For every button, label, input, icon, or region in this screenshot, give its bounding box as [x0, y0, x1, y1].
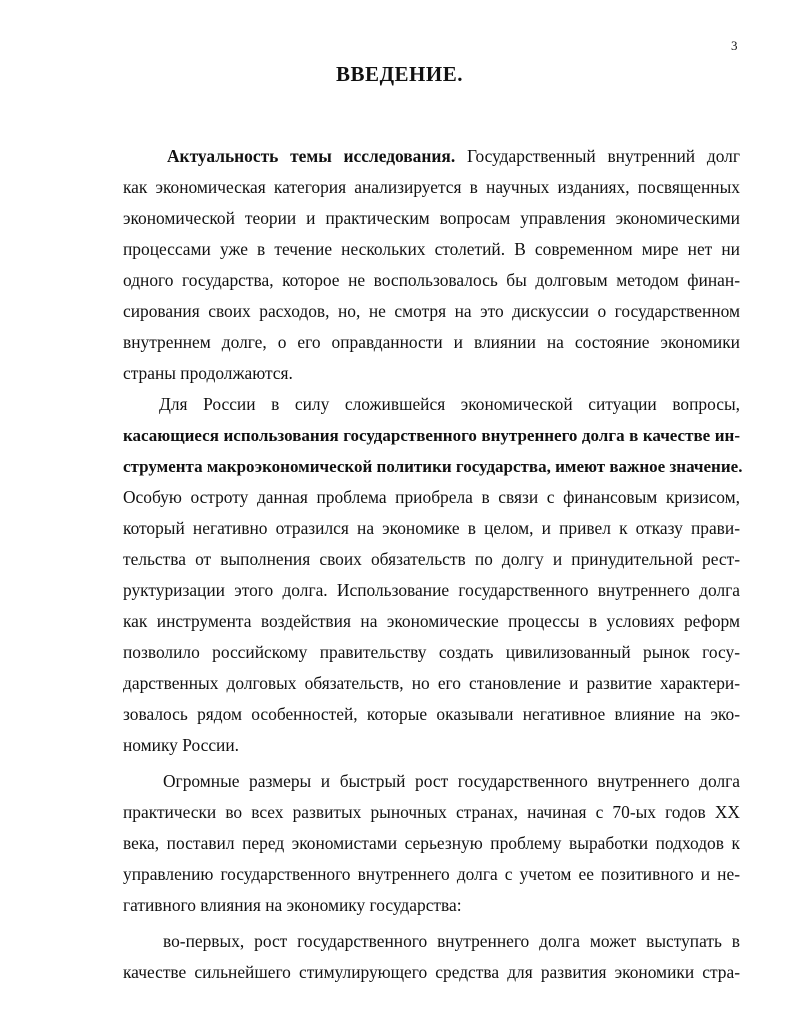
text-line: Для России в силу сложившейся экономической ситуации вопросы,: [159, 394, 740, 414]
text-line: экономической теории и практическим вопросам управления экономическими: [123, 208, 740, 228]
text-line: сирования своих расходов, но, не смотря на это дискуссии о государственном: [123, 301, 740, 321]
text-line: дарственных долговых обязательств, но его становление и развитие характери-: [123, 673, 740, 693]
text-line: позволило российскому правительству создать цивилизованный рынок госу-: [123, 642, 740, 662]
paragraph-first-point: [123, 926, 740, 988]
paragraph-growth: [123, 766, 740, 921]
text-line: руктуризации этого долга. Использование государственного внутреннего долга: [123, 580, 740, 600]
text-line: как экономическая категория анализируется в научных изданиях, посвященных: [123, 177, 740, 197]
text-line: номику России.: [123, 735, 239, 755]
text-line: века, поставил перед экономистами серьезную проблему выработки подходов к: [123, 833, 740, 853]
text-line: Огромные размеры и быстрый рост государственного внутреннего долга: [163, 771, 740, 791]
text-line: тельства от выполнения своих обязательств по долгу и принудительной рест-: [123, 549, 740, 569]
text-line: качестве сильнейшего стимулирующего средства для развития экономики стра-: [123, 962, 740, 982]
text-line: управлению государственного внутреннего долга с учетом ее позитивного и не-: [123, 864, 740, 884]
text-line: [123, 141, 740, 172]
text-line: страны продолжаются.: [123, 363, 293, 383]
text-line: одного государства, которое не воспользовалось бы долговым методом финан-: [123, 270, 740, 290]
text-line: практически во всех развитых рыночных странах, начиная с 70-ых годов XX: [123, 802, 740, 822]
text-line: как инструмента воздействия на экономические процессы в условиях реформ: [123, 611, 740, 631]
text-line: процессами уже в течение нескольких столетий. В современном мире нет ни: [123, 239, 740, 259]
page-title: ВВЕДЕНИЕ.: [336, 62, 463, 86]
paragraph-relevance: [123, 141, 740, 389]
text-line: внутреннем долге, о его оправданности и влиянии на состояние экономики: [123, 332, 740, 352]
text-line: Особую остроту данная проблема приобрела в связи с финансовым кризисом,: [123, 487, 740, 507]
text-line: который негативно отразился на экономике в целом, и привел к отказу прави-: [123, 518, 740, 538]
section-lead: Актуальность темы исследования.: [167, 146, 456, 166]
page-number: 3: [731, 38, 738, 53]
text-span: Государственный внутренний долг: [466, 146, 740, 166]
text-line: касающиеся использования государственного внутреннего долга в качестве ин-: [123, 426, 740, 445]
text-line: зовалось рядом особенностей, которые оказывали негативное влияние на эко-: [123, 704, 740, 724]
text-line: гативного влияния на экономику государства:: [123, 895, 462, 915]
text-line: во-первых, рост государственного внутреннего долга может выступать в: [163, 931, 740, 951]
paragraph-russia: [123, 389, 743, 761]
text-line: струмента макроэкономической политики государства, имеют важное значение.: [123, 457, 743, 476]
document-body: [123, 141, 743, 988]
